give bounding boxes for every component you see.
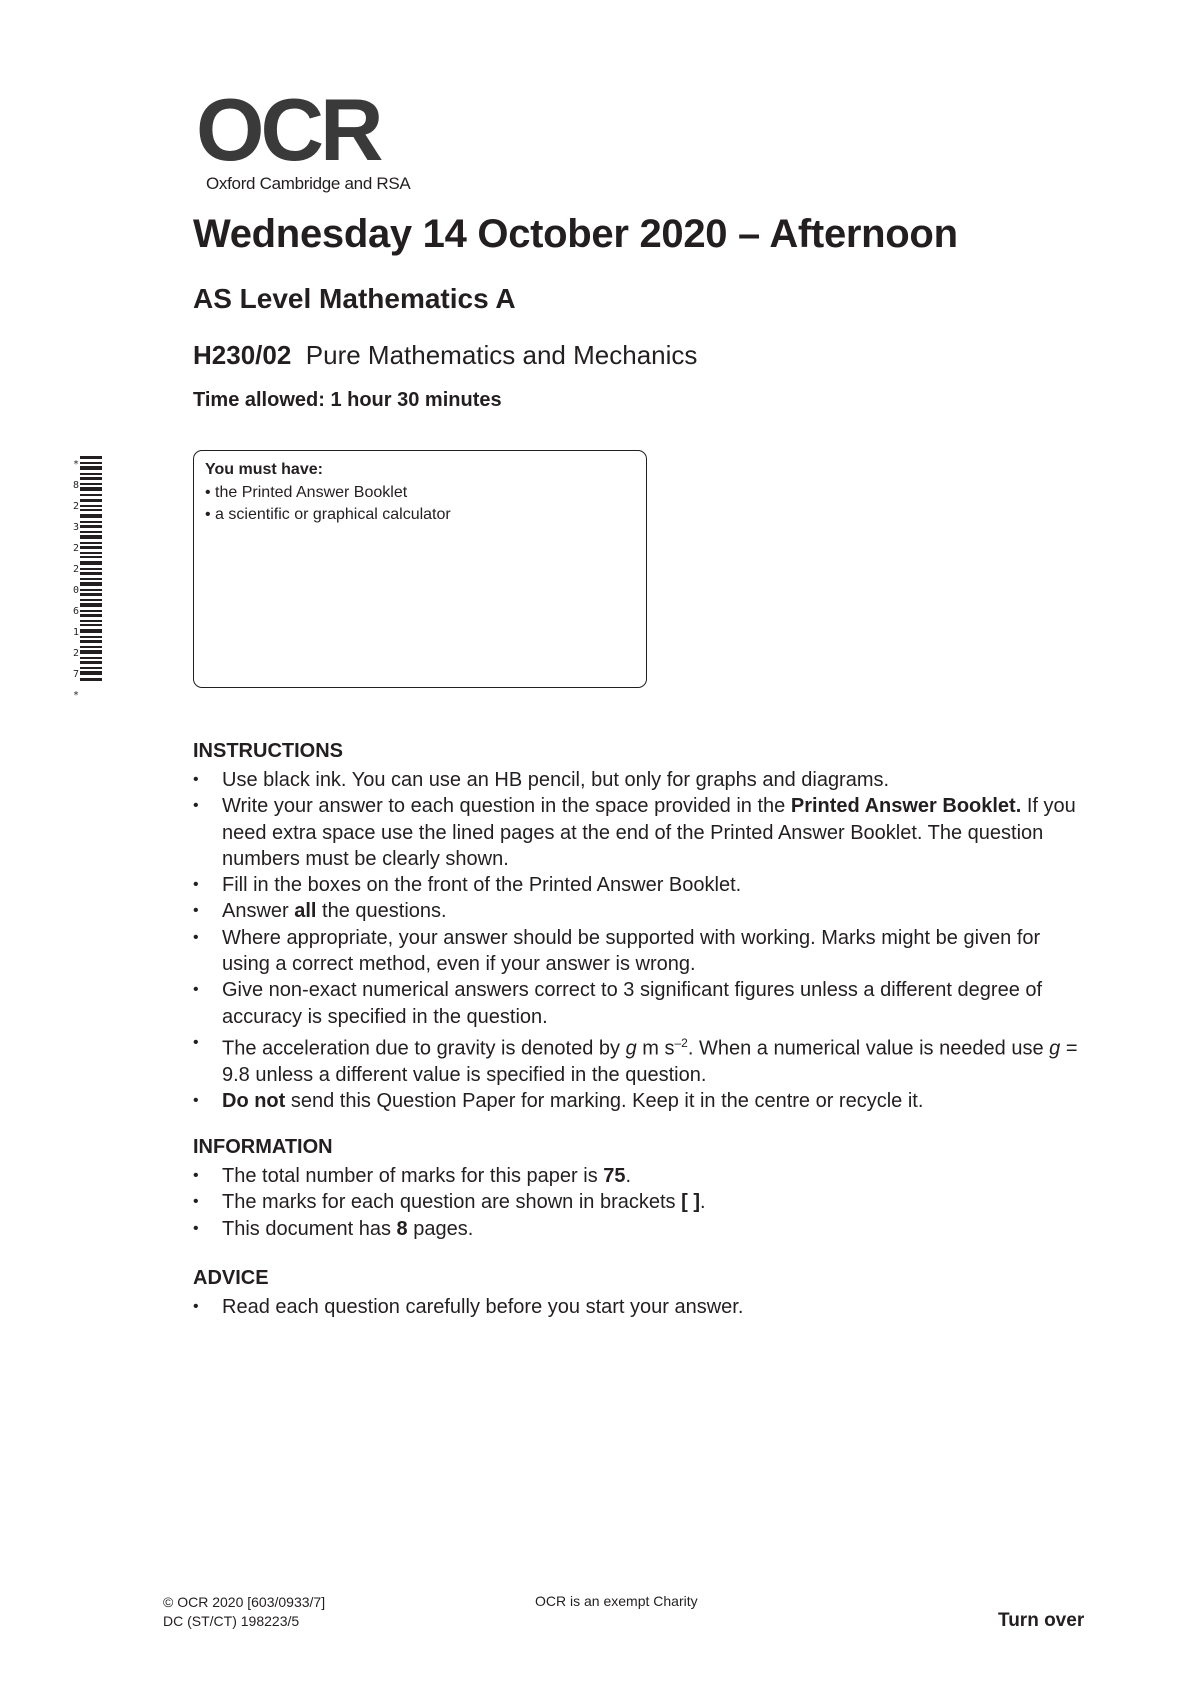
required-materials-list [205,482,451,526]
charity-notice: OCR is an exempt Charity [535,1593,698,1609]
list-item: • Use black ink. You can use an HB pencil, but only for graphs and diagrams. [193,769,890,791]
list-item: • Give non-exact numerical answers correct to 3 significant figures unless a different degree of accuracy is specified in the question. [193,979,1043,1028]
logo-wordmark: OCR [196,80,380,179]
logo-tagline: Oxford Cambridge and RSA [206,174,411,193]
list-item: • Where appropriate, your answer should be supported with working. Marks might be given for using a correct method, even if your answer is wrong. [193,926,1041,976]
list-item: • This document has 8 pages. [193,1217,474,1240]
list-item: • Do not send this Question Paper for marking. Keep it in the centre or recycle it. [193,1090,924,1113]
list-item: • The marks for each question are shown in brackets [ ]. [193,1191,706,1214]
information-section [193,1136,1093,1242]
instructions-section [193,740,1093,1115]
required-materials-heading: You must have: [205,461,323,478]
qualification-title: AS Level Mathematics A [193,283,516,314]
list-item: • Write your answer to each question in the space provided in the Printed Answer Booklet. If you need extra space use the lined pages at the end of the Printed Answer Booklet. The question numbers must be clearly shown. [193,795,1076,870]
information-heading: INFORMATION [193,1136,333,1158]
paper-title [193,340,697,371]
advice-section [193,1267,1093,1320]
list-item: • Fill in the boxes on the front of the Printed Answer Booklet. [193,874,742,897]
paper-name: Pure Mathematics and Mechanics [305,340,698,370]
ocr-logo [196,80,456,202]
exam-date-title: Wednesday 14 October 2020 – Afternoon [193,212,958,256]
required-materials-box [193,450,647,688]
list-item: • The total number of marks for this paper is 75. [193,1165,632,1187]
list-item: • Answer all the questions. [193,900,447,923]
information-list [193,1163,1093,1242]
instructions-list [193,767,1093,1115]
copyright-text: © OCR 2020 [603/0933/7] [163,1594,326,1610]
paper-code: H230/02 [193,340,292,370]
barcode-digits: * 8 2 3 2 2 0 6 1 2 7 * [72,459,80,701]
barcode-bars-icon [80,456,102,682]
advice-list [193,1294,1093,1320]
instructions-heading: INSTRUCTIONS [193,740,343,762]
list-item: • Read each question carefully before you start your answer. [193,1296,744,1318]
footer-left [163,1593,325,1631]
list-item: • The acceleration due to gravity is denoted by g m $s^{-2}$. When a numerical value is needed use g = 9.8 unless a different value is specified in the question. [193,1033,1078,1086]
time-allowed: Time allowed: 1 hour 30 minutes [193,389,502,411]
advice-heading: ADVICE [193,1267,269,1289]
document-code: DC (ST/CT) 198223/5 [163,1613,300,1629]
list-item: • a scientific or graphical calculator [205,504,451,526]
list-item: • the Printed Answer Booklet [205,482,451,504]
barcode [70,454,102,701]
turn-over-label: Turn over [998,1610,1085,1631]
